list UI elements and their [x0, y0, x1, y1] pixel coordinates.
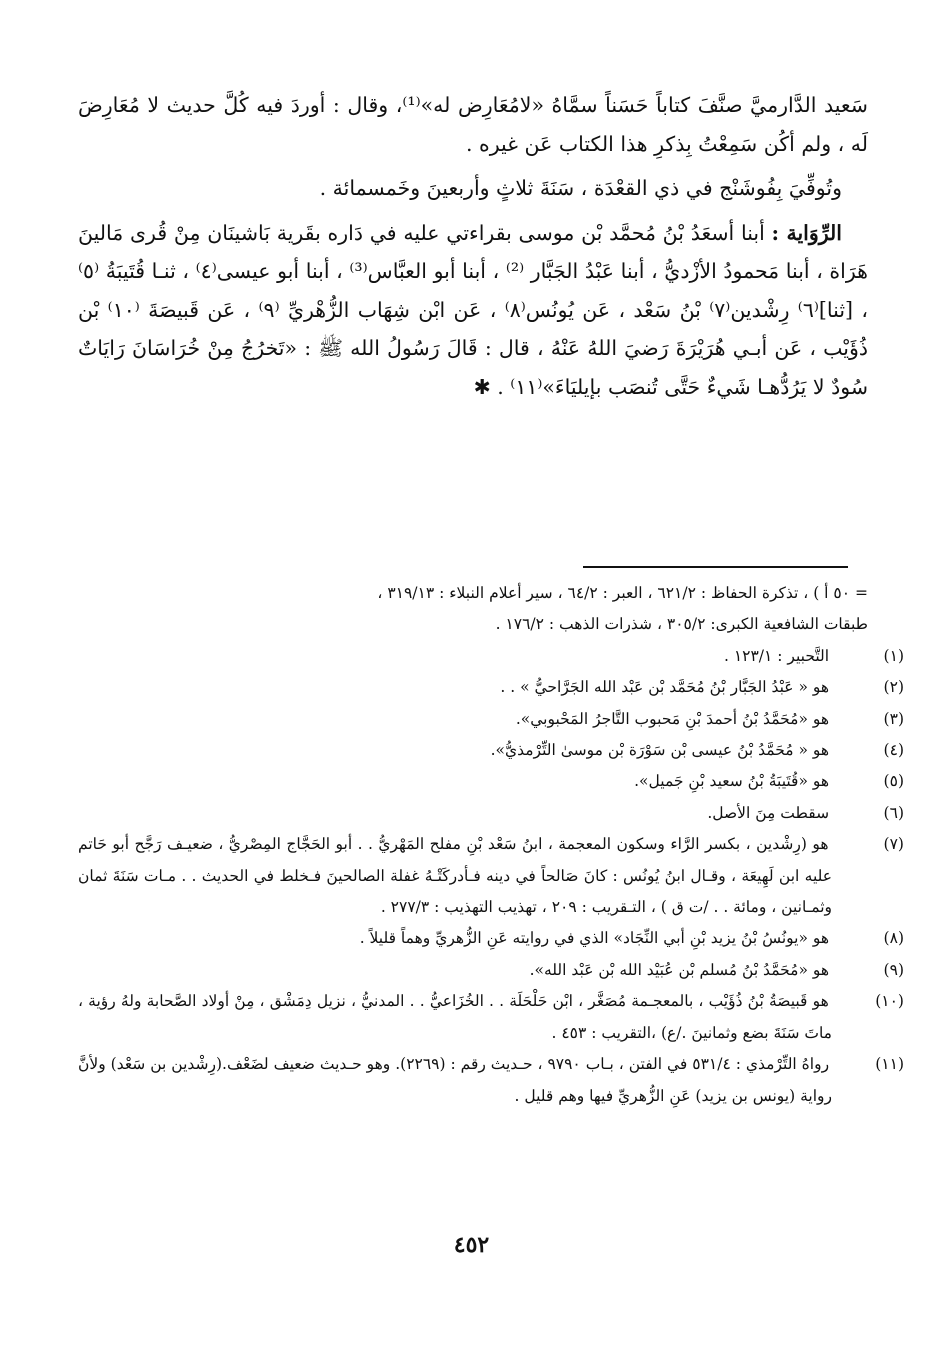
footnote-number: (٤) [883, 741, 904, 760]
footnote-text: رواهُ التِّرْمذي : ٥٣١/٤ في الفتن ، بـاب ٩٧٩٠ ، حـديث رقم : (٢٢٦٩). وهو حـديث ضعيف لضَعْف.(رِشْدين بن سَعْد) ولأنَّ رواية (يونس بن يزيد) عَنِ الزُّهريِّ فيها وهم قليل . [78, 1055, 832, 1105]
footnote-3 [78, 704, 904, 735]
footnote-number: (١٠) [875, 992, 904, 1011]
footnote-8 [78, 923, 904, 954]
footnote-number: (٧) [883, 835, 904, 854]
paragraph-darimi-book: سَعيد الدَّارميَّ صنَّفَ كتاباً حَسَناً سمَّاهُ «لامُعَارِض له»⁽¹⁾، وقال : أوردَ فيه كُلَّ حديث لا مُعَارِضَ لَه ، ولم أكُن سَمِعْتُ بِذكرِ هذا الكتاب عَن غيره . [78, 93, 868, 156]
footnote-number: (٩) [883, 960, 904, 979]
footnote-number: (٨) [883, 929, 904, 948]
footnote-text: هو قَبيصَةُ بْنُ ذُؤَيْب ، بالمعجـمة مُصَغَّر ، ابْن حَلْحَلَة . . الخُزَاعيُّ . . المدنيُّ ، نزيل دِمَشْق ، مِنْ أولاد الصَّحابة ولهُ رؤية ، ماتَ سَنَةَ بضع وثمانينَ ./ع) ،التقريب : ٤٥٣ . [78, 992, 832, 1042]
footnote-number: (٥) [883, 772, 904, 791]
footnote-number: (٦) [883, 803, 904, 822]
page-number: ٤٥٢ [453, 1232, 490, 1258]
footnote-text: هو «مُحَمَّدُ بْنُ مُسلم بْن عُبَيْد الله بْن عَبْد الله». [529, 960, 830, 979]
footnote-text: هو « عَبْدُ الجَبَّار بْنُ مُحَمَّد بْن عَبْد الله الجَرَّاحيُّ » . . [500, 678, 830, 697]
footnote-text: هو « مُحَمَّدُ بْنُ عيسى بْن سَوْرَة بْن موسىٰ التِّرْمذيُّ». [490, 741, 830, 760]
footnote-2 [78, 672, 904, 703]
footnote-9 [78, 955, 904, 986]
footnote-1 [78, 641, 904, 672]
footnote-text: هو (رِشْدين ، بكسر الرَّاء وسكون المعجمة ، ابنُ سَعْد بْنِ مفلح المَهْريُّ . . أبو الحَجَّاج المِصْريُّ ، ضعيـف رَجَّح أبو حَاتم عليه ابن لَهِيعَة ، وقـال ابنُ يُونُس : كانَ صَالحاً في دينه فـأدركَتْـهُ غفلة الصالحينَ فـخلط في الحديث . . مـات سَنَةَ ثمان وثمـانين ، ومائة . . /ت ق ) ، التـقريب : ٢٠٩ ، تهذيب التهذيب : ٢٧٧/٣ . [78, 835, 832, 917]
riwaya-text: أبنا أسعَدُ بْنُ مُحمَّد بْن موسى بقراءتي عليه في دَاره بقَرية بَاشينَان مِنْ قُرى مَالينَ هَرَاة ، أبنا مَحمودُ الأزْديُّ ، أبنا عَبْدُ الجَبَّار ⁽²⁾ ، أبنا أبو العبَّاس⁽³⁾ ، أبنا أبو عيسى⁽٤⁾ ، ثنـا قُتَيبَةُ ⁽٥⁾ ، [ثنا]⁽٦⁾ رِشْدين⁽٧⁾ بْنُ سَعْد ، عَن يُونُس⁽٨⁾ ، عَن ابْن شِهَاب الزُّهْريِّ ⁽٩⁾ ، عَن قَبيصَةَ ⁽١٠⁾ بْن ذُؤَيْب ، عَن أبـي هُرَيْرَةَ رَضيَ اللهُ عَنْهُ ، قال : قَالَ رَسُولُ الله ﷺ : «تَخرُجُ مِنْ خُرَاسَانَ رَايَاتٌ سُودٌ لا يَرُدُّهـا شَيءٌ حَتَّى تُنصَب بإيليَاءَ»⁽١١⁾ . ✱ [78, 220, 868, 399]
footnote-number: (٢) [883, 678, 904, 697]
footnote-10 [78, 986, 904, 1049]
footnote-continuation-line-2: طبقات الشافعية الكبرى: ٣٠٥/٢ ، شذرات الذهب : ١٧٦/٢ . [495, 615, 868, 634]
footnote-text: هو «يونُسُ بْنُ يزيد بْنِ أبي النِّجَاد» الذي في روايته عَنِ الزُّهريِّ وهماً قليلاً . [359, 929, 830, 948]
footnote-text: هو «مُحَمَّدُ بْنُ أحمدَ بْنِ مَحبوب التَّاجرُ المَحْبوبي». [515, 709, 830, 728]
footnote-number: (٣) [883, 709, 904, 728]
main-text [78, 86, 868, 406]
footnote-text: التَّحبير : ١٢٣/١ . [723, 646, 830, 665]
footnote-4 [78, 735, 904, 766]
footnotes-section [78, 578, 904, 1112]
riwaya-heading: الرِّوَاية : [771, 220, 842, 245]
paragraph-death-date: وتُوفِّيَ بِفُوشَنْج في ذي القعْدَة ، سَنَةَ ثلاثٍ وأربعينَ وخَمسمائة . [319, 176, 842, 200]
footnote-text: سقطت مِنَ الأصل. [707, 803, 830, 822]
footnote-text: هو «قُتَيبَةُ بْنُ سعيد بْنِ جَميل». [634, 772, 830, 791]
footnote-continuation-line-1: = ٥٠ أ ) ، تذكرة الحفاظ : ٦٢١/٢ ، العبر : ٦٤/٢ ، سير أعلام النبلاء : ٣١٩/١٣ ، [377, 584, 868, 602]
footnote-number: (١١) [875, 1055, 904, 1074]
footnote-11 [78, 1049, 904, 1112]
main-text-block [78, 86, 868, 406]
footnote-7 [78, 829, 904, 923]
paragraph-riwaya [78, 214, 868, 407]
footnote-6 [78, 798, 904, 829]
footnote-divider [583, 566, 848, 568]
footnote-number: (١) [883, 646, 904, 665]
footnote-5 [78, 766, 904, 797]
